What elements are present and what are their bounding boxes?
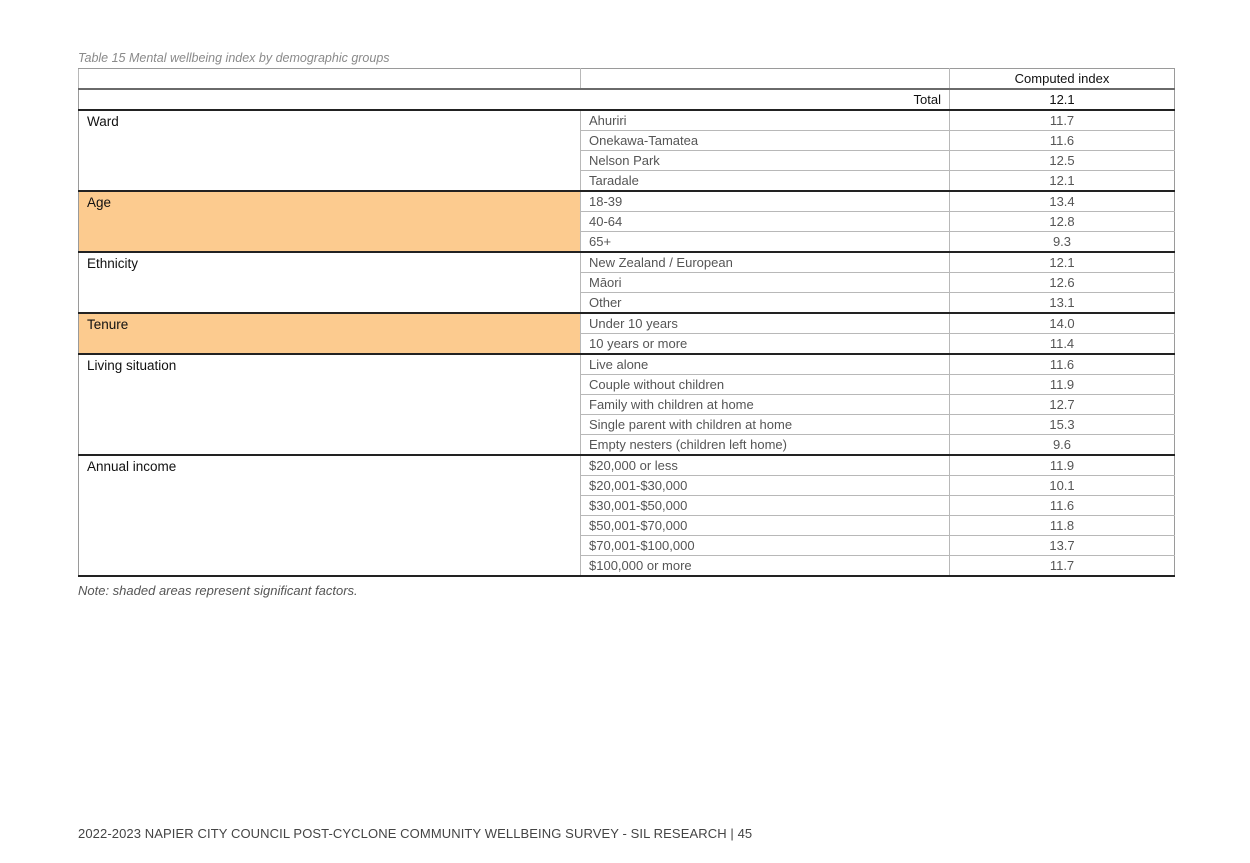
total-row <box>79 89 1175 110</box>
total-value: 12.1 <box>950 89 1175 110</box>
category-cell: Nelson Park <box>581 151 950 171</box>
table-header-row <box>79 69 1175 90</box>
table-caption: Table 15 Mental wellbeing index by demographic groups <box>78 51 390 65</box>
table-row <box>79 110 1175 131</box>
page-footer: 2022-2023 NAPIER CITY COUNCIL POST-CYCLONE COMMUNITY WELLBEING SURVEY - SIL RESEARCH | 45 <box>78 826 753 841</box>
table-note: Note: shaded areas represent significant factors. <box>78 583 358 598</box>
category-cell: $20,000 or less <box>581 455 950 476</box>
category-cell: $30,001-$50,000 <box>581 496 950 516</box>
wellbeing-index-table <box>78 68 1175 577</box>
category-cell: $50,001-$70,000 <box>581 516 950 536</box>
category-cell: $100,000 or more <box>581 556 950 577</box>
group-label: Living situation <box>79 354 581 455</box>
group-label: Annual income <box>79 455 581 576</box>
category-cell: $20,001-$30,000 <box>581 476 950 496</box>
index-value-cell: 9.6 <box>950 435 1175 456</box>
index-value-cell: 10.1 <box>950 476 1175 496</box>
category-cell: Family with children at home <box>581 395 950 415</box>
table-row <box>79 252 1175 273</box>
header-category-cell <box>581 69 950 90</box>
table-row <box>79 354 1175 375</box>
index-value-cell: 11.6 <box>950 496 1175 516</box>
index-value-cell: 11.6 <box>950 354 1175 375</box>
index-value-cell: 14.0 <box>950 313 1175 334</box>
total-label: Total <box>79 89 950 110</box>
index-value-cell: 13.1 <box>950 293 1175 314</box>
index-value-cell: 12.1 <box>950 171 1175 192</box>
category-cell: Couple without children <box>581 375 950 395</box>
index-value-cell: 15.3 <box>950 415 1175 435</box>
table-row <box>79 313 1175 334</box>
category-cell: New Zealand / European <box>581 252 950 273</box>
index-value-cell: 11.7 <box>950 110 1175 131</box>
index-value-cell: 12.1 <box>950 252 1175 273</box>
group-label: Tenure <box>79 313 581 354</box>
category-cell: Taradale <box>581 171 950 192</box>
index-value-cell: 9.3 <box>950 232 1175 253</box>
group-label: Ethnicity <box>79 252 581 313</box>
category-cell: $70,001-$100,000 <box>581 536 950 556</box>
category-cell: Ahuriri <box>581 110 950 131</box>
category-cell: Under 10 years <box>581 313 950 334</box>
index-value-cell: 11.7 <box>950 556 1175 577</box>
category-cell: Single parent with children at home <box>581 415 950 435</box>
table-row <box>79 191 1175 212</box>
index-value-cell: 13.7 <box>950 536 1175 556</box>
category-cell: 40-64 <box>581 212 950 232</box>
category-cell: 65+ <box>581 232 950 253</box>
category-cell: Live alone <box>581 354 950 375</box>
category-cell: 18-39 <box>581 191 950 212</box>
index-value-cell: 12.8 <box>950 212 1175 232</box>
index-value-cell: 11.8 <box>950 516 1175 536</box>
index-value-cell: 11.4 <box>950 334 1175 355</box>
header-group-cell <box>79 69 581 90</box>
index-value-cell: 11.9 <box>950 455 1175 476</box>
category-cell: Other <box>581 293 950 314</box>
category-cell: Empty nesters (children left home) <box>581 435 950 456</box>
index-value-cell: 13.4 <box>950 191 1175 212</box>
index-value-cell: 11.9 <box>950 375 1175 395</box>
index-value-cell: 12.7 <box>950 395 1175 415</box>
category-cell: Onekawa-Tamatea <box>581 131 950 151</box>
table-row <box>79 455 1175 476</box>
group-label: Ward <box>79 110 581 191</box>
category-cell: 10 years or more <box>581 334 950 355</box>
category-cell: Māori <box>581 273 950 293</box>
group-label: Age <box>79 191 581 252</box>
index-value-cell: 12.6 <box>950 273 1175 293</box>
index-value-cell: 11.6 <box>950 131 1175 151</box>
index-value-cell: 12.5 <box>950 151 1175 171</box>
header-computed-index: Computed index <box>950 69 1175 90</box>
